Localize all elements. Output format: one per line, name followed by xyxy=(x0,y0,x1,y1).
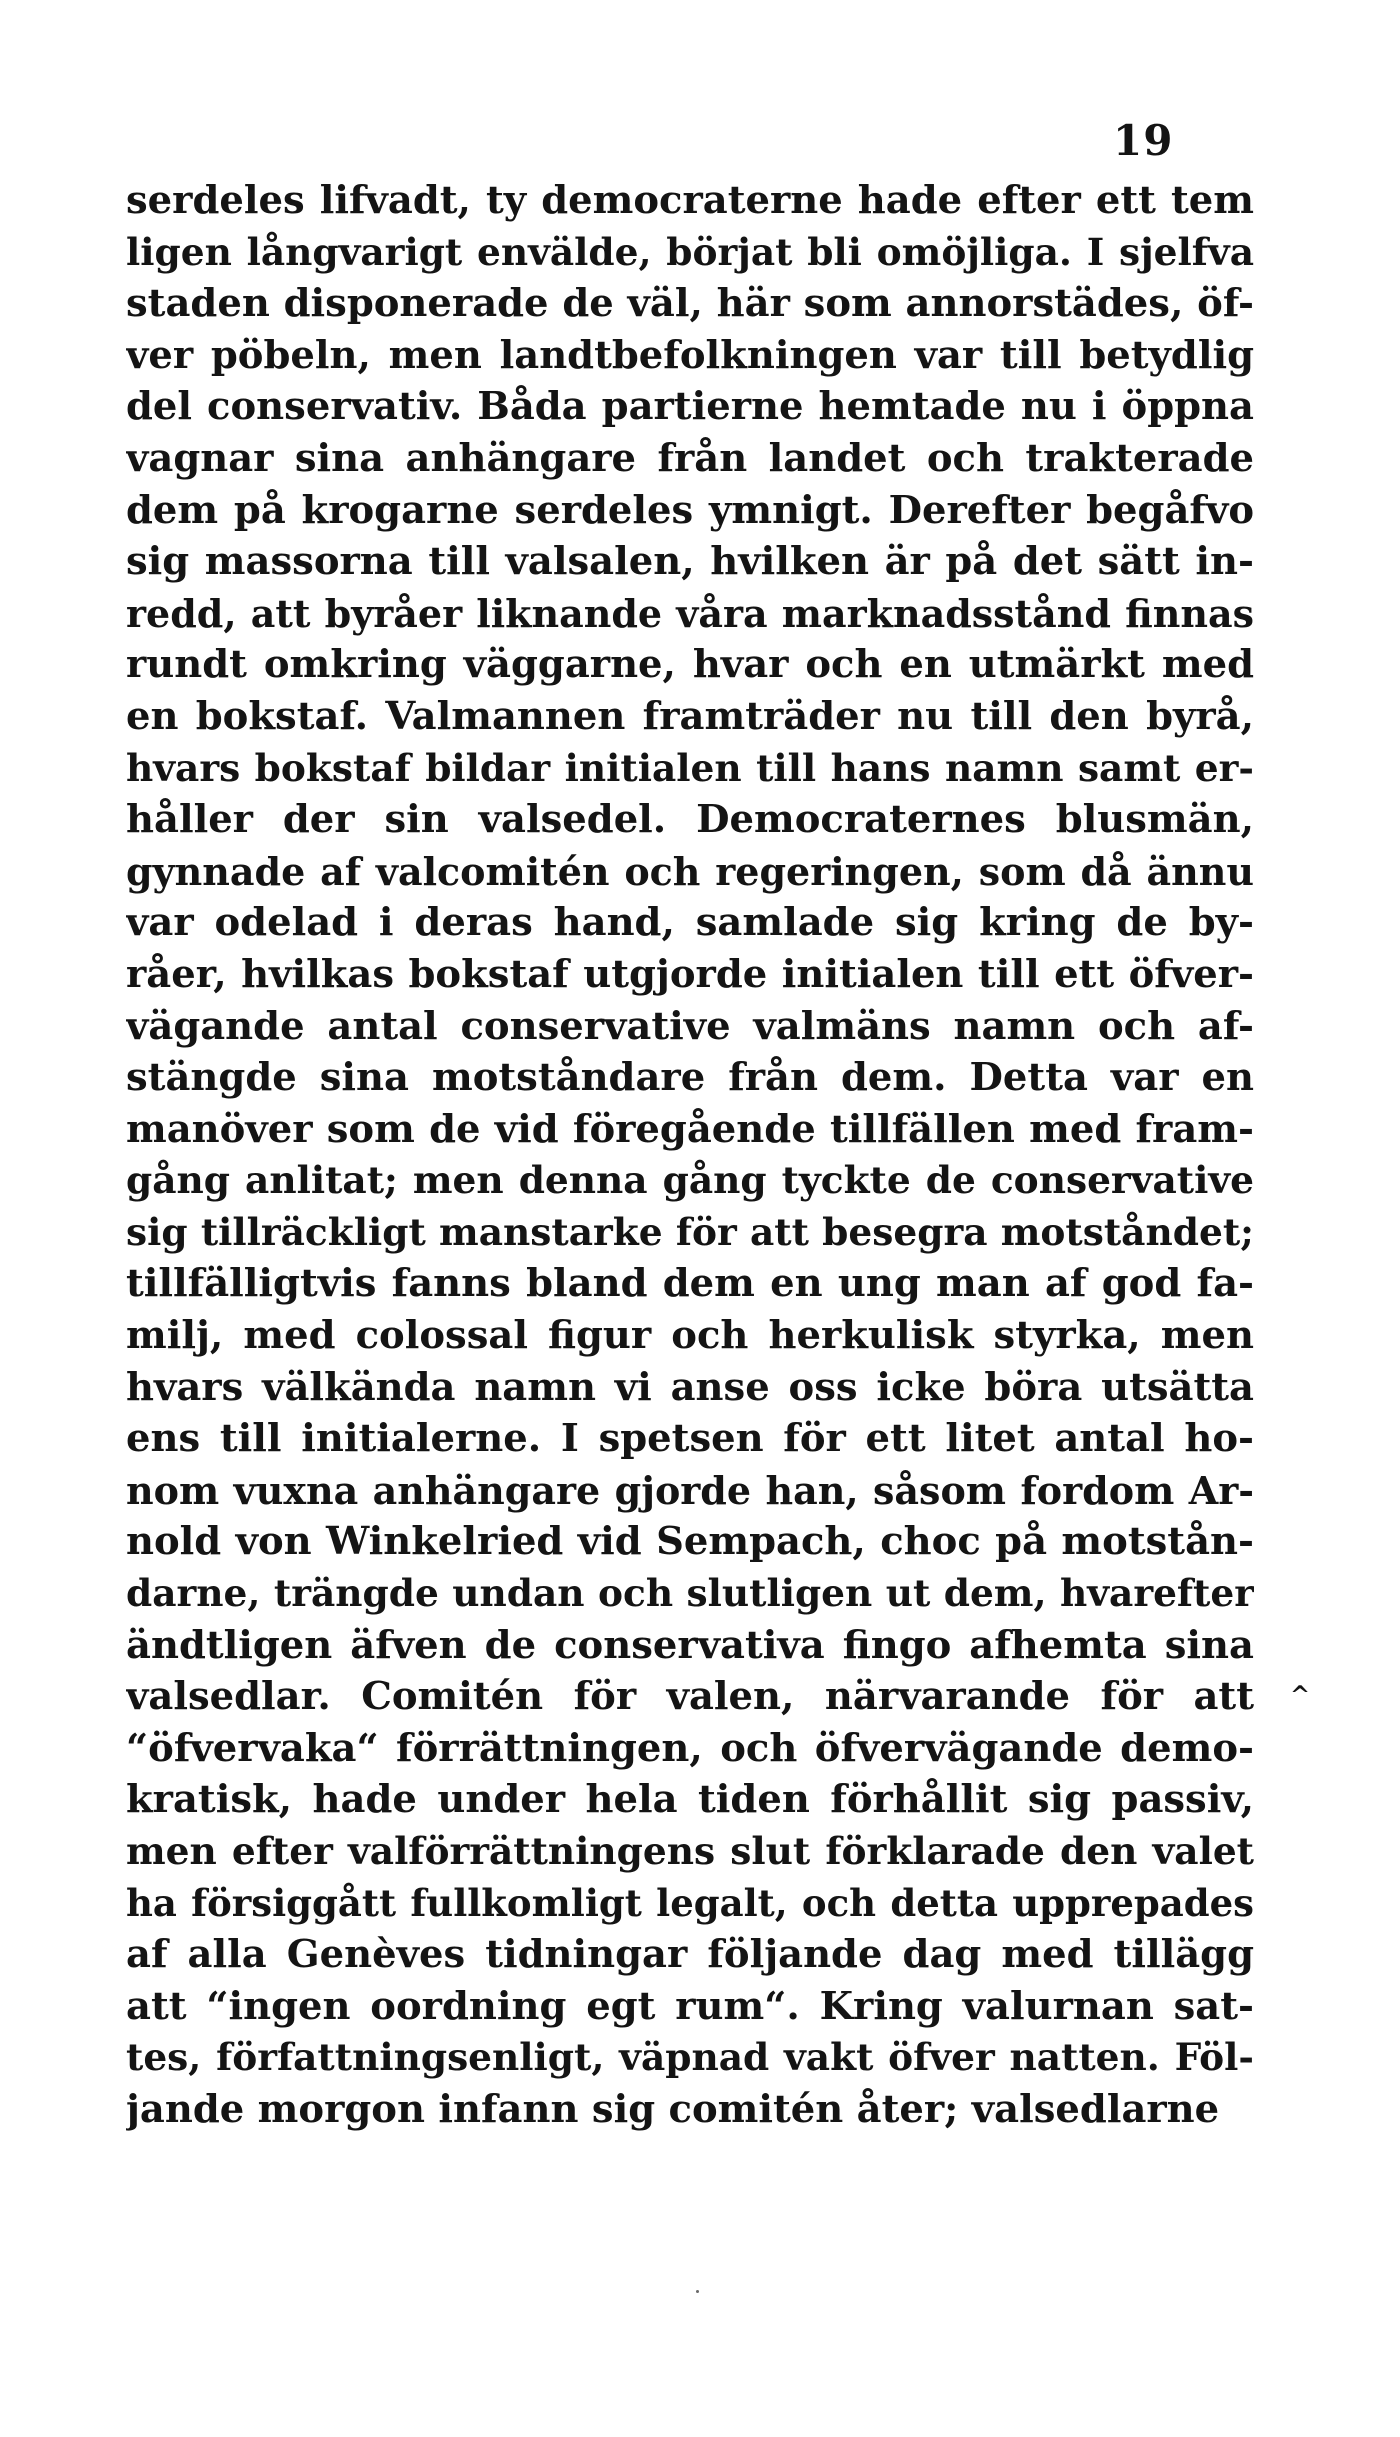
text-line: staden disponerade de väl, här som annorstädes, öf- xyxy=(126,281,1254,327)
body-text xyxy=(126,175,1254,2136)
text-line: men efter valförrättningens slut förklarade den valet xyxy=(126,1829,1254,1873)
text-line: darne, trängde undan och slutligen ut dem, hvarefter xyxy=(126,1571,1254,1616)
text-line: var odelad i deras hand, samlade sig kring de by- xyxy=(126,900,1254,946)
text-line: håller der sin valsedel. Democraternes blusmän, xyxy=(126,797,1254,843)
text-line: tillfälligtvis fanns bland dem en ung man af god fa- xyxy=(126,1261,1254,1307)
text-line: ligen långvarigt envälde, börjat bli omöjliga. I sjelfva xyxy=(126,229,1254,274)
text-line: serdeles lifvadt, ty democraterne hade efter ett tem xyxy=(126,178,1254,223)
text-line: nold von Winkelried vid Sempach, choc på motstån- xyxy=(126,1519,1254,1565)
text-line: tes, författningsenligt, väpnad vakt öfver natten. Föl- xyxy=(126,2035,1254,2080)
text-line: kratisk, hade under hela tiden förhållit sig passiv, xyxy=(126,1777,1254,1823)
text-line: hvars välkända namn vi anse oss icke böra utsätta xyxy=(126,1364,1254,1410)
text-line: “öfvervaka“ förrättningen, och öfvervägande demo- xyxy=(126,1725,1254,1771)
text-line: af alla Genèves tidningar följande dag med tillägg xyxy=(126,1932,1254,1978)
text-line: hvars bokstaf bildar initialen till hans namn samt er- xyxy=(126,745,1254,790)
text-line: gynnade af valcomitén och regeringen, som då ännu xyxy=(126,848,1254,894)
text-line: vägande antal conservative valmäns namn och af- xyxy=(126,1003,1254,1049)
text-line: milj, med colossal figur och herkulisk styrka, men xyxy=(126,1313,1254,1359)
text-line: ändtligen äfven de conservativa fingo afhemta sina xyxy=(126,1622,1254,1668)
text-line: nom vuxna anhängare gjorde han, såsom fordom Ar- xyxy=(126,1467,1254,1513)
text-line: redd, att byråer liknande våra marknadsstånd finnas xyxy=(126,590,1254,636)
text-line: stängde sina motståndare från dem. Detta var en xyxy=(126,1055,1254,1101)
text-line: valsedlar. Comitén för valen, närvarande för att xyxy=(126,1674,1254,1720)
margin-mark: ^ xyxy=(1290,1680,1311,1709)
text-line: ens till initialerne. I spetsen för ett litet antal ho- xyxy=(126,1416,1254,1462)
text-line: sig massorna till valsalen, hvilken är på det sätt in- xyxy=(126,539,1254,585)
page-number: 19 xyxy=(1113,116,1174,165)
text-line: ha försiggått fullkomligt legalt, och detta upprepades xyxy=(126,1880,1254,1925)
text-line: gång anlitat; men denna gång tyckte de conservative xyxy=(126,1158,1254,1203)
text-line: del conservativ. Båda partierne hemtade nu i öppna xyxy=(126,384,1254,430)
text-line: rundt omkring väggarne, hvar och en utmärkt med xyxy=(126,642,1254,688)
text-line: sig tillräckligt manstarke för att besegra motståndet; xyxy=(126,1209,1254,1254)
text-line: en bokstaf. Valmannen framträder nu till den byrå, xyxy=(126,693,1254,739)
text-line: vagnar sina anhängare från landet och trakterade xyxy=(126,435,1254,481)
text-line: dem på krogarne serdeles ymnigt. Derefter begåfvo xyxy=(126,487,1254,533)
text-line: råer, hvilkas bokstaf utgjorde initialen till ett öfver- xyxy=(126,951,1254,997)
text-line: jande morgon infann sig comitén åter; valsedlarne xyxy=(126,2086,1220,2132)
print-speck xyxy=(696,2290,699,2293)
text-line: manöver som de vid föregående tillfällen med fram- xyxy=(126,1106,1254,1152)
text-line: att “ingen oordning egt rum“. Kring valurnan sat- xyxy=(126,1983,1254,2029)
text-line: ver pöbeln, men landtbefolkningen var till betydlig xyxy=(126,332,1254,378)
